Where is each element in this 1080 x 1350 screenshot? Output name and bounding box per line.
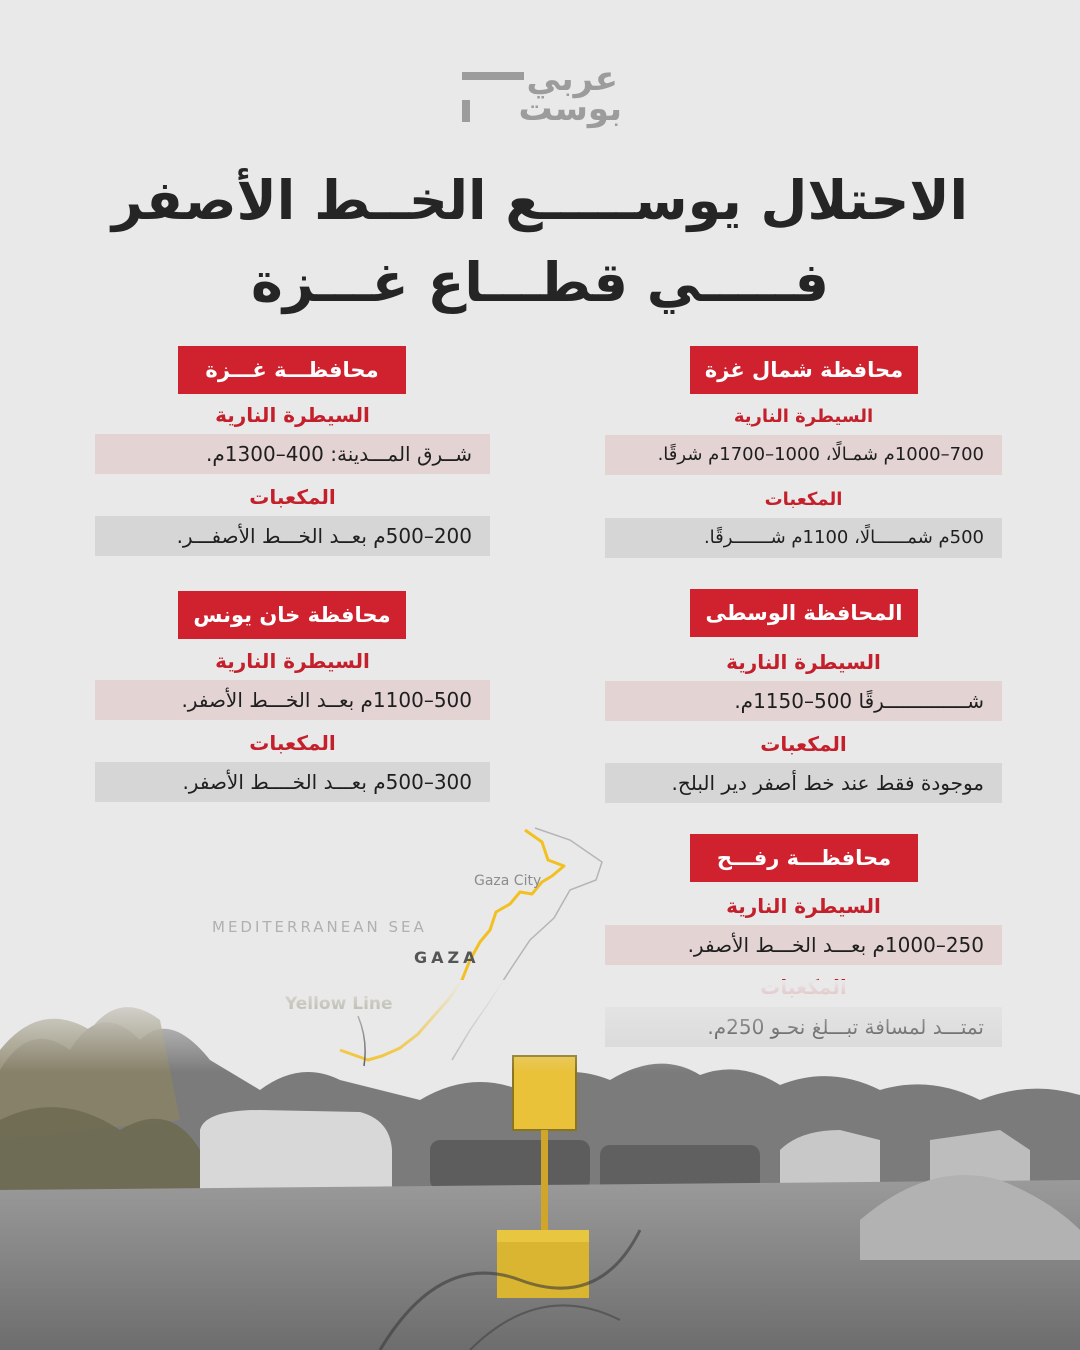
page-title-line2: فـــــي قطـــاع غـــزة bbox=[250, 251, 830, 314]
cubes-label: المكعبات bbox=[760, 732, 847, 756]
logo-bar bbox=[462, 100, 470, 122]
governorate-badge: محافظة شمال غزة bbox=[690, 346, 918, 394]
cubes-value: موجودة فقط عند خط أصفر دير البلح. bbox=[605, 763, 1002, 803]
governorate-badge: محافظـــة غـــزة bbox=[178, 346, 406, 394]
fire-control-label: السيطرة النارية bbox=[215, 649, 370, 673]
gaza-region-label: GAZA bbox=[414, 948, 480, 967]
cubes-value: 200–500م بعــد الخـــط الأصفـــر. bbox=[95, 516, 490, 556]
fire-control-label: السيطرة النارية bbox=[733, 406, 874, 427]
fire-control-value: 500–1100م بعــد الخـــط الأصفر. bbox=[95, 680, 490, 720]
fire-control-label: السيطرة النارية bbox=[726, 894, 881, 918]
background-photo bbox=[0, 980, 1080, 1350]
cubes-label: المكعبات bbox=[249, 731, 336, 755]
fire-control-value: شــــــــــــــرقًا 500–1150م. bbox=[605, 681, 1002, 721]
fire-control-label: السيطرة النارية bbox=[726, 650, 881, 674]
gaza-city-label: Gaza City bbox=[474, 873, 542, 889]
cubes-value: 300–500م بعـــد الخــــط الأصفر. bbox=[95, 762, 490, 802]
governorate-badge: محافظة خان يونس bbox=[178, 591, 406, 639]
fire-control-value: شــرق المـــدينة: 400–1300م. bbox=[95, 434, 490, 474]
governorate-badge: المحافظة الوسطى bbox=[690, 589, 918, 637]
cubes-value: 500م شمــــــالًا، 1100م شـــــــرقًا. bbox=[605, 518, 1002, 558]
cubes-label: المكعبات bbox=[764, 489, 843, 510]
fire-control-label: السيطرة النارية bbox=[215, 403, 370, 427]
sea-label: MEDITERRANEAN SEA bbox=[212, 918, 427, 936]
governorate-badge: محافظـــة رفـــح bbox=[690, 834, 918, 882]
logo-line2: بوست bbox=[518, 89, 622, 129]
page-title-line1: الاحتلال يوســـــع الخــط الأصفر bbox=[111, 169, 969, 232]
fire-control-value: 250–1000م بعـــد الخـــط الأصفر. bbox=[605, 925, 1002, 965]
logo-line1: عربي bbox=[526, 59, 618, 99]
brand-logo bbox=[462, 59, 622, 129]
fire-control-value: 700–1000م شمـالًا، 1000–1700م شرقًا. bbox=[605, 435, 1002, 475]
logo-bar bbox=[462, 72, 524, 80]
cubes-label: المكعبات bbox=[249, 485, 336, 509]
